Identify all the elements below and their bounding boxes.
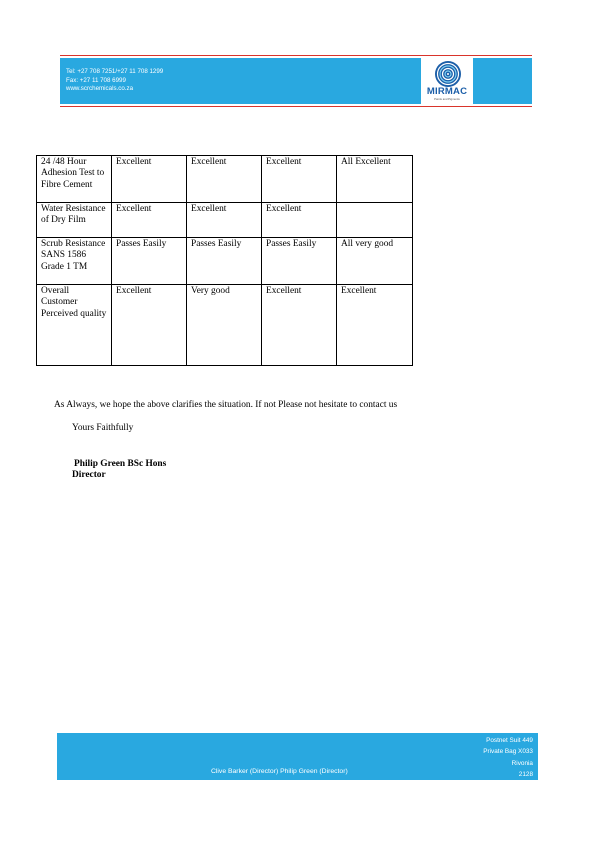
table-row <box>37 156 413 203</box>
table-cell: All Excellent <box>337 156 413 203</box>
fax-text: Fax: +27 11 708 6999 <box>66 76 126 84</box>
table-cell: All very good <box>337 238 413 285</box>
table-cell: Excellent <box>262 285 337 366</box>
table-cell: Excellent <box>187 156 262 203</box>
letterhead-band <box>60 58 532 104</box>
contact-details <box>66 68 163 94</box>
table-cell: Excellent <box>337 285 413 366</box>
table-cell: Excellent <box>187 203 262 238</box>
table-row <box>37 285 413 366</box>
address-line: 2128 <box>518 770 533 778</box>
row-label: 24 /48 Hour Adhesion Test to Fibre Cement <box>37 156 112 203</box>
logo-wordmark: MIRMAC <box>426 86 468 97</box>
signatory-role: Director <box>72 470 106 480</box>
results-table <box>36 155 413 366</box>
table-row <box>37 203 413 238</box>
telephone-text: Tel: +27 708 7251/+27 11 708 1299 <box>66 68 164 75</box>
table-cell: Excellent <box>112 156 187 203</box>
closing-paragraph: As Always, we hope the above clarifies the situation. If not Please not hesitate to contact us <box>54 400 398 410</box>
table-cell: Passes Easily <box>187 238 262 285</box>
signatory-name: Philip Green BSc Hons <box>74 459 167 469</box>
footer-band <box>57 733 538 780</box>
logo-swirl-icon <box>434 60 462 88</box>
company-logo <box>421 58 473 104</box>
table-row <box>37 238 413 285</box>
header-top-rule <box>60 55 532 56</box>
row-label: Water Resistance of Dry Film <box>37 203 112 238</box>
postal-address <box>483 735 533 780</box>
sign-off: Yours Faithfully <box>72 423 134 433</box>
row-label: Overall Customer Perceived quality <box>37 285 112 366</box>
address-line: Private Bag X033 <box>483 748 533 756</box>
table-cell: Excellent <box>262 156 337 203</box>
header-bottom-rule <box>60 106 532 107</box>
table-cell: Excellent <box>112 203 187 238</box>
table-cell: Very good <box>187 285 262 366</box>
table-cell <box>337 203 413 238</box>
table-cell: Passes Easily <box>262 238 337 285</box>
address-line: Postnet Suit 449 <box>486 737 533 744</box>
row-label: Scrub Resistance SANS 1586 Grade 1 TM <box>37 238 112 285</box>
table-cell: Excellent <box>112 285 187 366</box>
address-line: Rivonia <box>511 759 533 767</box>
logo-tagline: Paints and Pigments <box>434 97 460 101</box>
table-cell: Passes Easily <box>112 238 187 285</box>
website-link[interactable]: www.scrchemicals.co.za <box>66 85 134 93</box>
directors-line: Clive Barker (Director) Philip Green (Director) <box>211 768 348 775</box>
table-cell: Excellent <box>262 203 337 238</box>
